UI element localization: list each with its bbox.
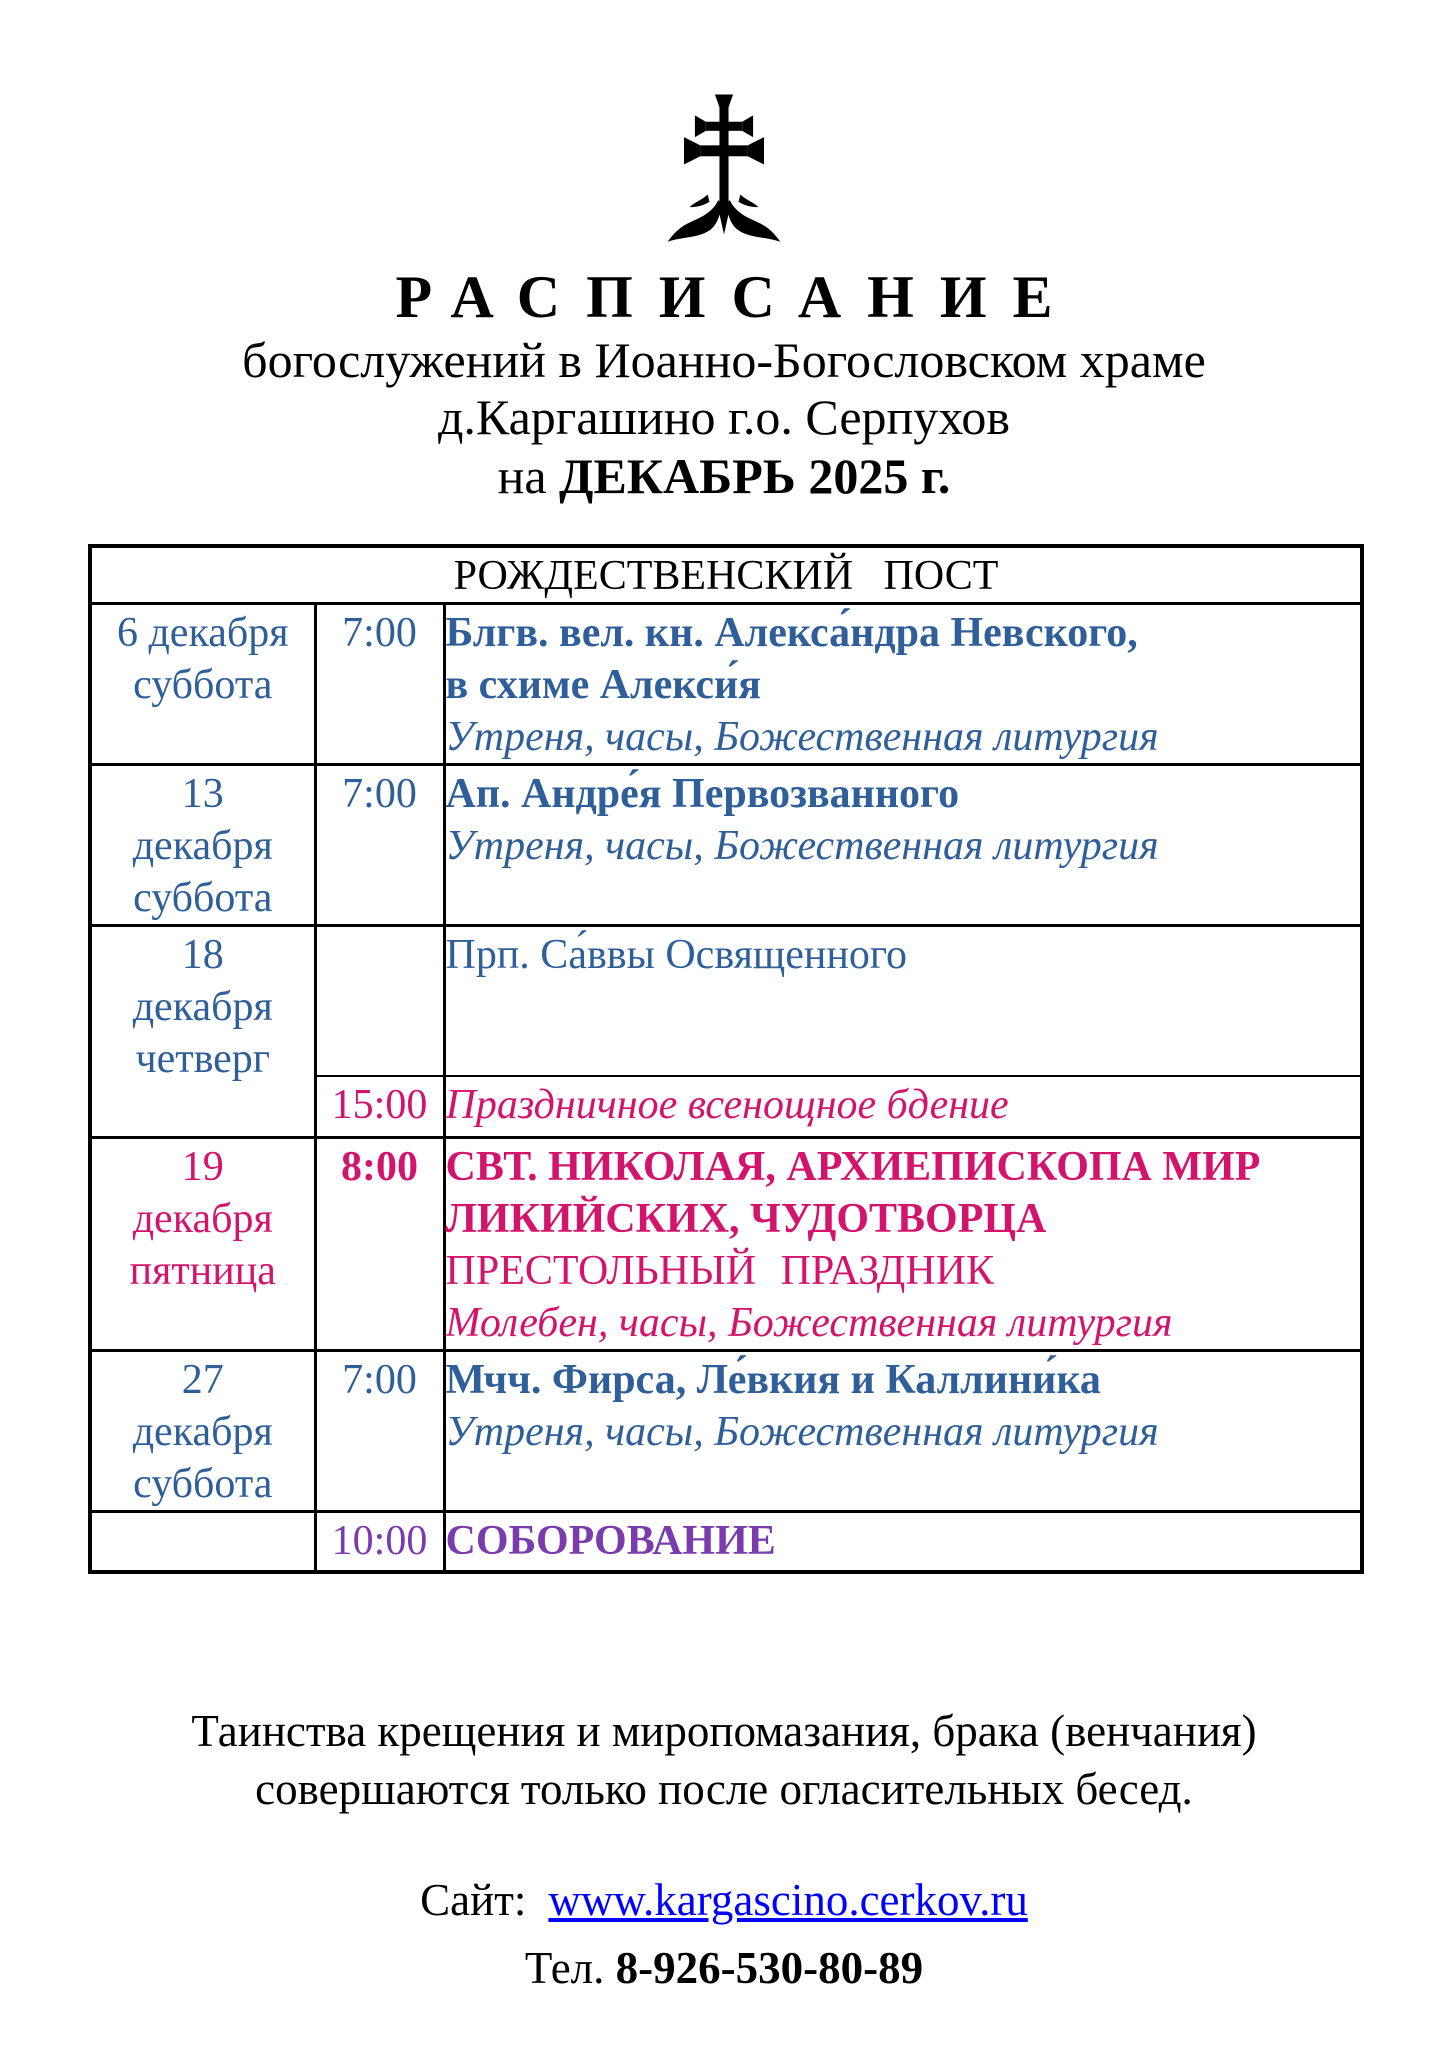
date-line: суббота xyxy=(133,875,273,921)
feast-title: ЛИКИЙСКИХ, ЧУДОТВОРЦА xyxy=(445,1196,1047,1242)
time-cell: 7:00 xyxy=(315,1351,444,1512)
table-row xyxy=(90,765,1362,926)
time-cell xyxy=(315,926,444,1076)
table-row xyxy=(90,926,1362,1076)
feast-title: Мчч. Фирса, Ле́вкия и Каллини́ка xyxy=(445,1357,1101,1403)
service-list: Утреня, часы, Божественная литургия xyxy=(445,714,1159,760)
date-line: суббота xyxy=(133,1461,273,1507)
sacraments-note xyxy=(0,1702,1448,1818)
site-line xyxy=(0,1874,1448,1926)
date-cell xyxy=(90,1351,315,1512)
date-line: суббота xyxy=(133,662,273,708)
feast-title: Ап. Андре́я Первозванного xyxy=(445,771,960,817)
site-label: Сайт: xyxy=(420,1874,527,1925)
time-value: 8:00 xyxy=(341,1144,418,1190)
subtitle-line-1: богослужений в Иоанно-Богословском храме xyxy=(242,332,1206,388)
date-line: 18 xyxy=(181,932,224,978)
time-cell xyxy=(315,1138,444,1351)
phone-line xyxy=(0,1942,1448,1994)
service-list: Молебен, часы, Божественная литургия xyxy=(445,1300,1173,1346)
feast-title: СВТ. НИКОЛАЯ, АРХИЕПИСКОПА МИР xyxy=(445,1144,1261,1190)
service-list: Утреня, часы, Божественная литургия xyxy=(445,1409,1159,1455)
service-list: Праздничное всенощное бдение xyxy=(445,1081,1009,1128)
feast-title: в схиме Алекси́я xyxy=(445,662,761,708)
date-line: четверг xyxy=(135,1036,271,1082)
feast-title: Прп. Са́ввы Освященного xyxy=(445,932,908,978)
schedule-table xyxy=(88,544,1364,1574)
table-row xyxy=(90,1351,1362,1512)
month-prefix: на xyxy=(497,448,547,504)
feast-title: СОБОРОВАНИЕ xyxy=(445,1518,776,1564)
phone-number: 8-926-530-80-89 xyxy=(615,1942,924,1993)
date-line: декабря xyxy=(132,1196,273,1242)
date-cell xyxy=(90,926,315,1138)
note-line-2: совершаются только после огласительных бесед. xyxy=(255,1763,1193,1814)
service-cell xyxy=(444,1512,1362,1572)
date-line: декабря xyxy=(132,984,273,1030)
month-line xyxy=(0,446,1448,506)
service-cell xyxy=(444,604,1362,765)
date-line: 19 xyxy=(181,1144,224,1190)
date-cell xyxy=(90,765,315,926)
date-line: декабря xyxy=(132,1409,273,1455)
time-cell: 10:00 xyxy=(315,1512,444,1572)
date-line: 27 xyxy=(181,1357,224,1403)
feast-subtitle: ПРЕСТОЛЬНЫЙ ПРАЗДНИК xyxy=(445,1248,994,1294)
date-cell-empty xyxy=(90,1512,315,1572)
site-link[interactable]: www.kargascino.cerkov.ru xyxy=(548,1874,1028,1925)
date-cell xyxy=(90,1138,315,1351)
table-row xyxy=(90,1138,1362,1351)
time-cell: 15:00 xyxy=(315,1076,444,1138)
subtitle-line-2: д.Каргашино г.о. Серпухов xyxy=(437,389,1011,445)
date-line: декабря xyxy=(132,823,273,869)
page-title: РАСПИСАНИЕ xyxy=(395,264,1079,330)
season-header: РОЖДЕСТВЕНСКИЙ ПОСТ xyxy=(90,546,1362,604)
service-cell xyxy=(444,1076,1362,1138)
service-cell xyxy=(444,765,1362,926)
header-ornament xyxy=(0,86,1448,257)
note-line-1: Таинства крещения и миропомазания, брака (венчания) xyxy=(191,1705,1257,1756)
date-cell xyxy=(90,604,315,765)
season-header-row xyxy=(90,546,1362,604)
phone-label: Тел. xyxy=(524,1942,605,1993)
month-value: ДЕКАБРЬ 2025 г. xyxy=(559,448,951,504)
time-cell: 7:00 xyxy=(315,765,444,926)
service-cell xyxy=(444,1138,1362,1351)
orthodox-cross-icon xyxy=(664,86,784,252)
feast-title: Блгв. вел. кн. Алекса́ндра Невского, xyxy=(445,610,1138,656)
service-cell xyxy=(444,1351,1362,1512)
table-row xyxy=(90,604,1362,765)
table-row xyxy=(90,1512,1362,1572)
service-list: Утреня, часы, Божественная литургия xyxy=(445,823,1159,869)
service-cell xyxy=(444,926,1362,1076)
date-line: 6 декабря xyxy=(116,610,289,656)
date-line: пятница xyxy=(129,1248,276,1294)
time-cell: 7:00 xyxy=(315,604,444,765)
date-line: 13 xyxy=(181,771,224,817)
